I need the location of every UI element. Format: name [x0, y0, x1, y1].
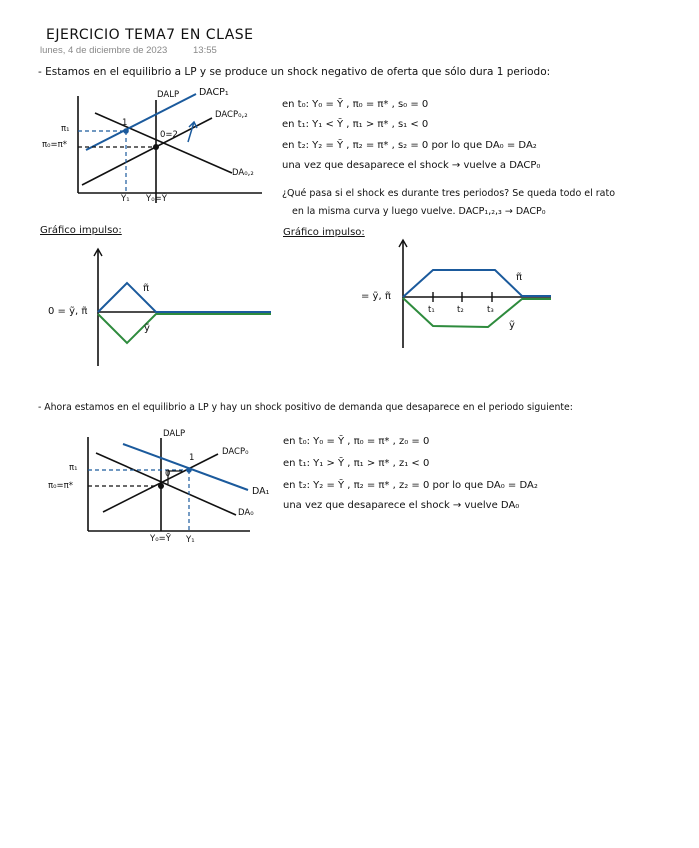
impulse-left-heading: Gráfico impulso:: [40, 225, 122, 236]
il-pi-label: π̃: [143, 283, 150, 294]
g1-dacp02-label: DACP₀,₂: [215, 110, 248, 120]
g1-dalp-label: DALP: [157, 90, 180, 100]
s2-line-t0: en t₀: Y₀ = Ȳ , π₀ = π* , z₀ = 0: [283, 436, 430, 447]
g2-point-1: [186, 467, 192, 473]
section1-intro: - Estamos en el equilibrio a LP y se produce un shock negativo de oferta que sólo dura 1 periodo:: [38, 66, 551, 78]
ir-axis-label: = ỹ, π̃: [361, 291, 391, 302]
g1-da02-label: DA₀,₂: [232, 168, 254, 178]
s1-line-t1: en t₁: Y₁ < Ȳ , π₁ > π* , s₁ < 0: [282, 119, 429, 130]
ir-tick-t3-label: t₃: [487, 305, 494, 315]
note-title: EJERCICIO TEMA7 EN CLASE: [46, 27, 254, 43]
g2-dacp0-label: DACP₀: [222, 447, 249, 457]
g1-point1-label: 1: [122, 118, 128, 128]
g2-da1-label: DA₁: [252, 486, 270, 497]
section2-intro: - Ahora estamos en el equilibrio a LP y hay un shock positivo de demanda que desaparece en el periodo siguiente:: [38, 402, 573, 413]
s1-question-2: en la misma curva y luego vuelve. DACP₁,₂,₃ → DACP₀: [292, 206, 546, 217]
g2-point-0: [158, 483, 164, 489]
g1-y0-label: Y₀=Ȳ: [146, 194, 167, 204]
g1-dacp1-label: DACP₁: [199, 87, 229, 98]
ir-y-label: ỹ: [509, 320, 515, 331]
g2-y0-label: Y₀=Ȳ: [150, 534, 171, 544]
ir-pi-label: π̃: [516, 272, 523, 283]
note-date: lunes, 4 de diciembre de 2023: [40, 45, 168, 56]
note-time: 13:55: [193, 45, 217, 56]
s1-line-t2: en t₂: Y₂ = Ȳ , π₂ = π* , s₂ = 0 por lo que DA₀ = DA₂: [282, 140, 537, 151]
s2-line-return: una vez que desaparece el shock → vuelve DA₀: [283, 500, 520, 511]
s1-line-return: una vez que desaparece el shock → vuelve a DACP₀: [282, 160, 541, 171]
s2-line-t1: en t₁: Y₁ > Ȳ , π₁ > π* , z₁ < 0: [283, 458, 430, 469]
g2-pi0-label: π₀=π*: [48, 481, 74, 491]
ir-tick-t2-label: t₂: [457, 305, 464, 315]
g2-dalp-label: DALP: [163, 429, 186, 439]
g2-y1-label: Y₁: [186, 535, 195, 545]
s1-question-1: ¿Qué pasa si el shock es durante tres periodos? Se queda todo el rato: [282, 188, 616, 199]
g1-point02-label: 0=2: [160, 130, 178, 140]
s1-line-t0: en t₀: Y₀ = Ȳ , π₀ = π* , s₀ = 0: [282, 99, 429, 110]
s2-line-t2: en t₂: Y₂ = Ȳ , π₂ = π* , z₂ = 0 por lo que DA₀ = DA₂: [283, 480, 538, 491]
g2-pi1-label: π₁: [69, 463, 78, 473]
impulse-right-heading: Gráfico impulso:: [283, 227, 365, 238]
g1-pi0-label: π₀=π*: [42, 140, 68, 150]
ir-tick-t1-label: t₁: [428, 305, 435, 315]
g2-point1-label: 1: [189, 453, 195, 463]
g1-y1-label: Y₁: [121, 194, 130, 204]
g2-point0-label: 0: [165, 469, 171, 479]
il-y-label: ỹ: [144, 323, 150, 334]
g1-pi1-label: π₁: [61, 124, 70, 134]
g2-da0-label: DA₀: [238, 508, 254, 518]
il-axis-label: 0 = ỹ, π̃: [48, 306, 88, 317]
